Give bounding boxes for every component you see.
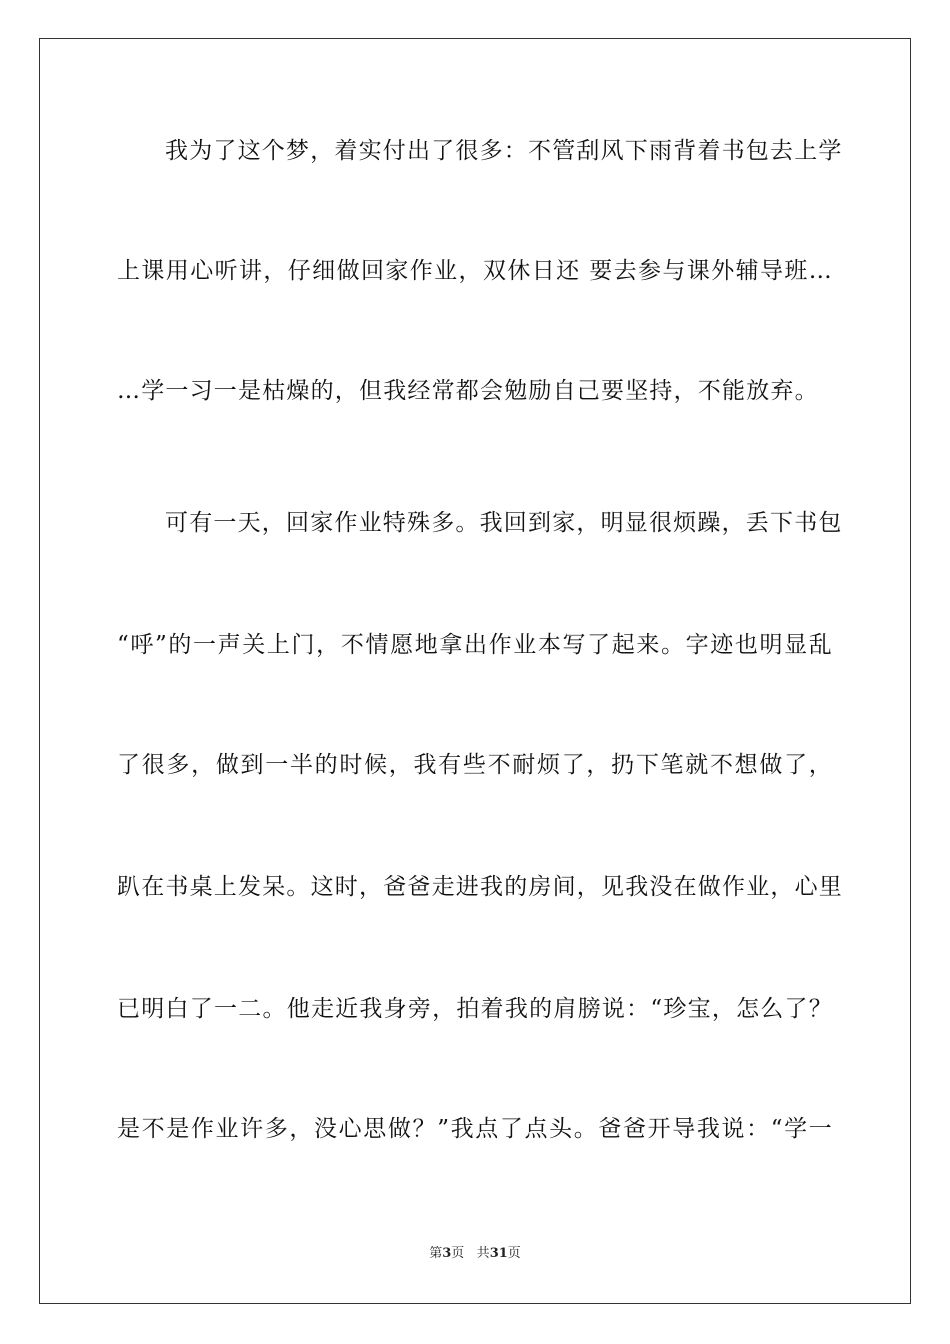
paragraph-1-line-1: 我为了这个梦，着实付出了很多：不管刮风下雨背着书包去上学: [165, 138, 843, 164]
total-label-prefix: 共: [476, 1246, 490, 1261]
page-footer: [0, 1245, 950, 1263]
page-label-suffix: 页: [451, 1246, 465, 1261]
paragraph-2-line-6: 是不是作业许多，没心思做？”我点了点头。爸爸开导我说：“学一: [117, 1116, 833, 1142]
page-label-prefix: 第: [429, 1246, 443, 1261]
paragraph-2-line-1: 可有一天，回家作业特殊多。我回到家，明显很烦躁，丢下书包: [165, 510, 843, 536]
paragraph-2-line-2: “呼”的一声关上门，不情愿地拿出作业本写了起来。字迹也明显乱: [117, 632, 833, 658]
total-pages: 31: [489, 1246, 508, 1261]
page-number: 3: [442, 1246, 452, 1261]
paragraph-2-line-4: 趴在书桌上发呆。这时，爸爸走进我的房间，见我没在做作业，心里: [117, 874, 843, 900]
paragraph-1-line-2: 上课用心听讲，仔细做回家作业，双休日还 要去参与课外辅导班…: [117, 258, 833, 284]
total-label-suffix: 页: [507, 1246, 521, 1261]
paragraph-1-line-3: …学一习一是枯燥的，但我经常都会勉励自己要坚持，不能放弃。: [117, 378, 819, 404]
paragraph-2-line-3: 了很多，做到一半的时候，我有些不耐烦了，扔下笔就不想做了，: [117, 752, 833, 778]
paragraph-2-line-5: 已明白了一二。他走近我身旁，拍着我的肩膀说：“珍宝，怎么了？: [117, 996, 833, 1022]
